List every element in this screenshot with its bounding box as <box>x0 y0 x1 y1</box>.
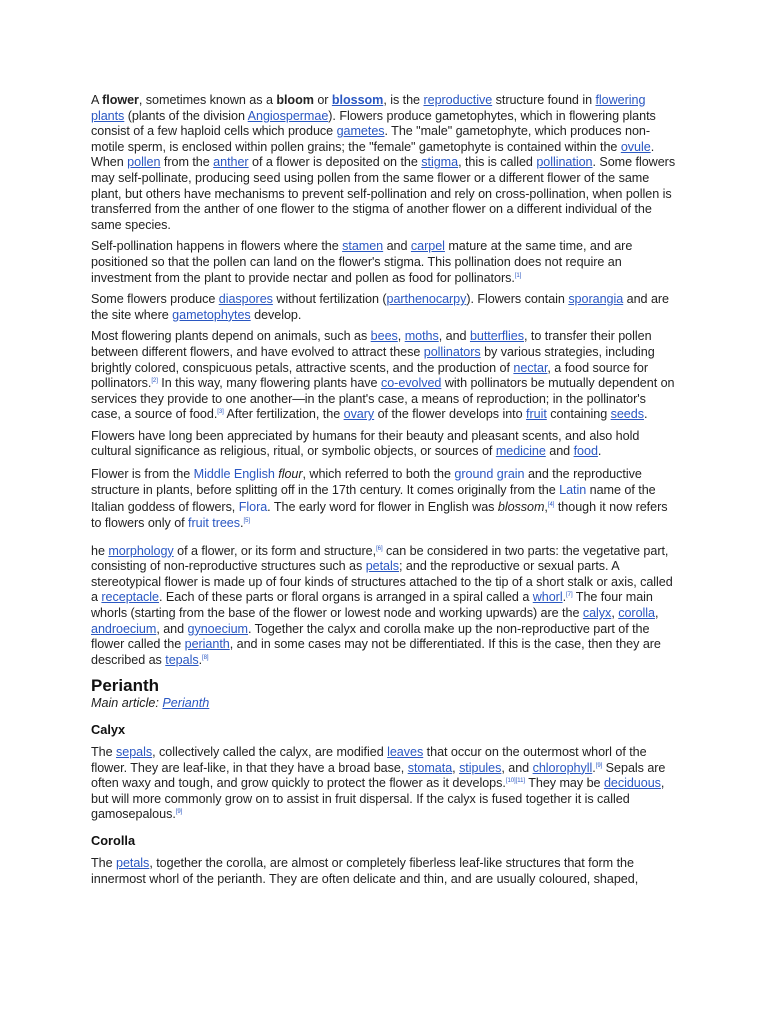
text: . <box>592 760 596 775</box>
text: Flowers have long been appreciated by humans for their beauty and pleasant scents, and also hold cultural significance as religious, ritual, or symbolic objects, or sources of <box>91 428 640 459</box>
link-receptacle[interactable]: receptacle <box>101 590 160 605</box>
article-body <box>91 93 679 893</box>
link-androecium[interactable]: androecium <box>91 621 157 636</box>
citation-link[interactable]: [5] <box>243 518 250 525</box>
text: mature at the same time, and are positioned so that the pollen can land on the flower's stigma. This pollination does not require an investment from the plant to provide nectar and pollen as food for pollinators. <box>91 239 633 285</box>
text: , <box>544 499 548 514</box>
link-gametes[interactable]: gametes <box>336 124 385 139</box>
link-seeds[interactable]: seeds <box>610 407 644 422</box>
link-stigma[interactable]: stigma <box>421 155 459 170</box>
text: with pollinators be mutually dependent on services they provide to one another—in the plant's case, a means of reproduction; in the pollinator's case, a source of food. <box>91 376 675 422</box>
term-flower: flower <box>102 93 139 107</box>
link-main-article-perianth[interactable]: Perianth <box>162 696 210 711</box>
citation-link[interactable]: [9] <box>595 762 603 769</box>
link-perianth[interactable]: perianth <box>184 637 230 652</box>
citation[interactable] <box>243 518 250 524</box>
citation-link[interactable]: [4] <box>547 501 555 508</box>
diaspores-paragraph <box>91 292 679 323</box>
link-medicine[interactable]: medicine <box>495 444 546 459</box>
text: , and <box>156 621 188 636</box>
morphology-paragraph <box>91 544 679 669</box>
text: The four main whorls (starting from the base of the flower or lowest node and working upwards) are the <box>91 590 653 621</box>
link-corolla[interactable]: corolla <box>618 606 655 621</box>
link-ovule[interactable]: ovule <box>620 139 651 154</box>
text: ; and the reproductive or sexual parts. A stereotypical flower is made up of four kinds of structures attached to the tip of a short stalk or axis, called a <box>91 559 673 605</box>
link-angiospermae[interactable]: Angiospermae <box>247 108 329 123</box>
text: , sometimes known as a <box>138 93 277 107</box>
link-flora[interactable]: Flora <box>238 499 268 514</box>
link-sepals[interactable]: sepals <box>116 745 153 760</box>
text: or <box>313 93 332 107</box>
self-pollination-paragraph <box>91 239 679 286</box>
citation-link[interactable]: [6] <box>376 545 383 552</box>
text: , <box>654 606 659 621</box>
link-latin[interactable]: Latin <box>559 483 587 498</box>
text: , together the corolla, are almost or completely fiberless leaf-like structures that form the innermost whorl of the perianth. They are often delicate and thin, and are usually coloured, shaped, <box>91 856 639 886</box>
link-tepals[interactable]: tepals <box>165 652 199 667</box>
text: , a food source for pollinators. <box>91 360 648 391</box>
text: , <box>397 329 405 344</box>
link-petals-corolla[interactable]: petals <box>116 856 150 870</box>
text: , and <box>438 329 470 344</box>
link-fruit-trees[interactable]: fruit trees <box>188 516 240 531</box>
text: , is the <box>383 93 424 107</box>
text: . The "male" gametophyte, which produces non-motile sperm, is enclosed within pollen grains; the "female" gametophyte is contained within the <box>91 124 650 154</box>
text: without fertilization ( <box>272 292 387 307</box>
text: . <box>597 444 602 459</box>
text: A <box>91 93 103 107</box>
citation-link[interactable]: [1] <box>514 272 522 279</box>
text: and <box>383 239 411 254</box>
text: containing <box>546 407 611 422</box>
link-middle-english[interactable]: Middle English <box>193 467 275 482</box>
section-heading-calyx: Calyx <box>91 722 126 738</box>
link-sporangia[interactable]: sporangia <box>568 292 624 307</box>
text: . <box>643 407 648 422</box>
text: ). Flowers contain <box>466 292 569 307</box>
citation-link[interactable]: [2] <box>151 377 158 384</box>
text: . <box>240 516 244 531</box>
link-gametophytes[interactable]: gametophytes <box>172 307 251 322</box>
text: . Some flowers may self-pollinate, producing seed using pollen from the same flower or a different flower of the same plant, but others have mechanisms to prevent self-pollination and rely on cross-pollination, when pollen is transferred from the anther of one flower to the stigma of another flower on a different individual of the same species. <box>91 155 676 232</box>
text: , to transfer their pollen between different flowers, and have evolved to attract these <box>91 329 652 359</box>
link-morphology[interactable]: morphology <box>108 543 174 558</box>
citation[interactable] <box>202 655 209 661</box>
link-fruit[interactable]: fruit <box>526 407 547 422</box>
text: develop. <box>250 307 302 322</box>
text: The <box>91 745 116 760</box>
text: . Together the calyx and corolla make up the non-reproductive part of the flower called the <box>91 621 650 652</box>
link-stamen[interactable]: stamen <box>342 239 384 254</box>
text: . <box>562 590 567 605</box>
text: and <box>545 444 574 459</box>
citation-link[interactable]: [8] <box>202 654 209 661</box>
link-bees[interactable]: bees <box>370 329 398 344</box>
link-pollen[interactable]: pollen <box>127 155 161 170</box>
text: , which referred to both the <box>302 467 455 482</box>
text: , and <box>501 760 533 775</box>
text: he <box>91 543 109 558</box>
hatnote-prefix: Main article: <box>91 696 163 711</box>
calyx-paragraph <box>91 745 679 823</box>
link-nectar[interactable]: nectar <box>513 360 548 375</box>
link-deciduous[interactable]: deciduous <box>603 776 661 791</box>
pollinators-paragraph <box>91 329 679 423</box>
link-carpel[interactable]: carpel <box>410 239 445 254</box>
intro-paragraph <box>91 93 679 233</box>
text: , collectively called the calyx, are modified <box>152 745 388 760</box>
link-blossom[interactable]: blossom <box>331 93 384 107</box>
link-leaves[interactable]: leaves <box>387 745 424 760</box>
text: . When <box>91 139 655 170</box>
link-flowering-plants[interactable]: flowering plants <box>91 93 646 123</box>
citation-link[interactable]: [10][11] <box>505 778 526 785</box>
link-anther[interactable]: anther <box>213 155 249 170</box>
link-moths[interactable]: moths <box>404 329 439 344</box>
section-heading-perianth: Perianth <box>91 676 160 696</box>
link-stipules[interactable]: stipules <box>459 760 502 775</box>
link-pollination[interactable]: pollination <box>536 155 593 170</box>
text: structure found in <box>492 93 596 107</box>
citation[interactable] <box>506 778 525 784</box>
citation-link[interactable]: [7] <box>566 592 573 599</box>
link-pollinators[interactable]: pollinators <box>423 344 481 359</box>
citation-link[interactable]: [9] <box>175 809 183 816</box>
text: of the flower develops into <box>374 407 527 422</box>
text: of a flower is deposited on the <box>248 155 422 170</box>
link-calyx[interactable]: calyx <box>582 606 612 621</box>
link-diaspores[interactable]: diaspores <box>218 292 273 307</box>
text: and are the site where <box>91 292 669 322</box>
link-petals[interactable]: petals <box>365 559 400 574</box>
link-reproductive[interactable]: reproductive <box>423 93 493 107</box>
link-chlorophyll[interactable]: chlorophyll <box>532 760 593 775</box>
link-ovary[interactable]: ovary <box>343 407 375 422</box>
text: Sepals are often waxy and tough, and grow quickly to protect the flower as it develops. <box>91 760 666 791</box>
citation-link[interactable]: [3] <box>217 409 224 416</box>
link-butterflies[interactable]: butterflies <box>469 329 525 344</box>
text: Most flowering plants depend on animals, such as <box>91 329 371 344</box>
text: . The early word for flower in English was <box>267 499 498 514</box>
text: ). Flowers produce gametophytes, which in flowering plants consist of a few haploid cells which produce <box>91 108 656 139</box>
text: though it now refers to flowers only of <box>91 499 668 531</box>
corolla-paragraph <box>91 856 679 887</box>
text: , <box>452 760 460 775</box>
text: . <box>198 652 203 667</box>
text: They may be <box>525 776 604 791</box>
link-stomata[interactable]: stomata <box>407 760 453 775</box>
link-parthenocarpy[interactable]: parthenocarpy <box>386 292 467 307</box>
text: , but will more commonly grow on to assist in fruit dispersal. If the calyx is fused together it is called gamosepalous. <box>91 776 665 822</box>
text: Flower is from the <box>91 467 194 482</box>
link-gynoecium[interactable]: gynoecium <box>187 621 248 636</box>
section-heading-corolla: Corolla <box>91 833 136 848</box>
text: by various strategies, including brightly colored, conspicuous petals, attractive scents, and the production of <box>91 344 655 375</box>
etymology-paragraph <box>91 466 679 532</box>
text: can be considered in two parts: the vegetative part, consisting of non-reproductive structures such as <box>91 543 669 574</box>
text: Self-pollination happens in flowers where the <box>91 239 343 254</box>
text: of a flower, or its form and structure, <box>173 543 377 558</box>
citation[interactable] <box>176 809 183 815</box>
link-food[interactable]: food <box>573 444 598 459</box>
text: After fertilization, the <box>223 407 344 422</box>
text: In this way, many flowering plants have <box>157 376 381 391</box>
text: , and in some cases may not be differentiated. If this is the case, then they are described as <box>91 637 661 667</box>
cultural-paragraph <box>91 429 679 460</box>
text: , <box>611 606 619 621</box>
text: (plants of the division <box>124 108 248 123</box>
term-bloom: bloom <box>276 93 314 107</box>
text: The <box>91 856 116 870</box>
link-ground-grain[interactable]: ground grain <box>454 467 525 482</box>
text: and the reproductive structure in plants, before splitting off in the 17th century. It comes originally from the <box>91 467 642 498</box>
text: Some flowers produce <box>91 292 219 307</box>
text: that occur on the outermost whorl of the flower. They are leaf-like, in that they have a broad base, <box>91 745 647 775</box>
link-whorl[interactable]: whorl <box>532 590 563 605</box>
link-co-evolved[interactable]: co-evolved <box>380 376 442 391</box>
main-article-hatnote <box>91 696 679 712</box>
text: name of the Italian goddess of flowers, <box>91 483 656 514</box>
text: , this is called <box>458 155 537 170</box>
citation[interactable] <box>515 272 522 278</box>
term-flour: flour <box>278 467 303 482</box>
term-blossom: blossom <box>497 499 545 514</box>
text: . Each of these parts or floral organs is arranged in a spiral called a <box>159 590 533 605</box>
text: from the <box>160 155 214 170</box>
